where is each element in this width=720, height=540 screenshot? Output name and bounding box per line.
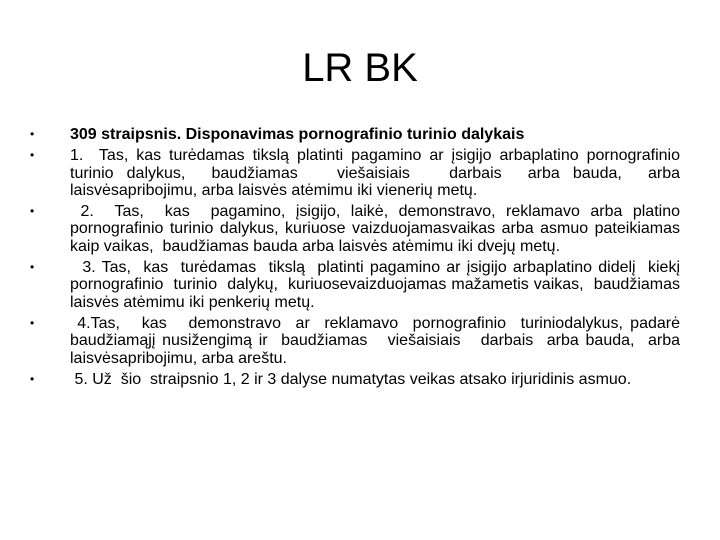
bullet-text: 3. Tas, kas turėdamas tikslą platinti pagamino ar įsigijo arbaplatino didelį kiekį pornografinio turinio dalykų, kuriuosevaizduojamas mažametis vaikas, baudžiamas laisvės atėmimu iki penkerių metų.	[70, 259, 689, 311]
bullet-item	[30, 147, 689, 199]
bullet-item	[30, 314, 689, 367]
bullet-item	[30, 259, 689, 311]
bullet-dot-icon: •	[30, 315, 35, 330]
bullet-item	[30, 371, 680, 388]
bullet-text: 5. Už šio straipsnio 1, 2 ir 3 dalyse numatytas veikas atsako irjuridinis asmuo.	[70, 370, 632, 388]
bullet-text: 2. Tas, kas pagamino, įsigijo, laikė, demonstravo, reklamavo arba platino pornografinio turinio dalykus, kuriuose vaizduojamasvaikas arba asmuo pateikiamas kaip vaikas, baudžiamas bauda arba laisvės atėmimu iki dvejų metų.	[70, 203, 685, 255]
slide-title: LR BK	[302, 46, 418, 90]
bullet-item	[30, 203, 685, 255]
bullet-dot-icon: •	[30, 260, 35, 275]
bullet-list	[30, 126, 689, 392]
bullet-dot-icon: •	[30, 371, 35, 386]
bullet-dot-icon: •	[30, 204, 35, 219]
bullet-item	[30, 126, 680, 143]
bullet-text: 309 straipsnis. Disponavimas pornografinio turinio dalykais	[70, 126, 525, 143]
bullet-dot-icon: •	[30, 148, 35, 163]
bullet-text: 4.Tas, kas demonstravo ar reklamavo pornografinio turiniodalykus, padarė baudžiamąjį nusižengimą ir baudžiamas viešaisiais darbais arba bauda, arba laisvėsapribojimu, arba areštu.	[70, 314, 689, 367]
bullet-text: 1. Tas, kas turėdamas tikslą platinti pagamino ar įsigijo arbaplatino pornografinio turinio dalykus, baudžiamas viešaisiais darbais arba bauda, arba laisvėsapribojimu, arba laisvės atėmimu iki vienerių metų.	[70, 147, 689, 199]
bullet-dot-icon: •	[30, 127, 35, 141]
